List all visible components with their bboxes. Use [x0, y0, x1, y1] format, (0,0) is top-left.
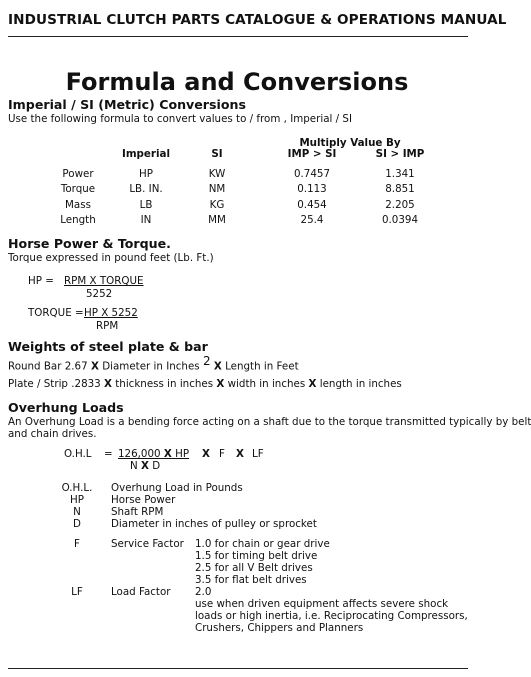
manual-header-title: INDUSTRIAL CLUTCH PARTS CATALOGUE & OPERATIONS MANUAL	[8, 12, 507, 28]
multiply-sign: X	[163, 448, 172, 460]
conversions-heading: Imperial / SI (Metric) Conversions	[8, 97, 246, 112]
multiply-sign: X	[308, 378, 317, 390]
def-description: Diameter in inches of pulley or sprocket	[111, 518, 317, 530]
col-si-to-imp: SI > IMP	[375, 148, 425, 160]
ohl-f: F	[219, 448, 225, 460]
round-bar-length: Length in Feet	[225, 360, 299, 373]
ohl-numerator	[118, 448, 189, 460]
plate-width: width in inches	[227, 378, 306, 390]
row-si: NM	[208, 183, 226, 195]
def-description: Horse Power	[111, 494, 176, 506]
row-si-to-imp: 1.341	[385, 168, 415, 180]
row-imp-to-si: 0.7457	[293, 168, 331, 180]
service-factor-name: Service Factor	[111, 538, 184, 550]
hp-numerator: RPM X TORQUE	[64, 275, 144, 287]
def-symbol: N	[73, 506, 81, 518]
row-si: KW	[208, 168, 226, 180]
row-si-to-imp: 8.851	[385, 183, 415, 195]
multiply-value-header: Multiply Value By	[299, 137, 401, 149]
horsepower-intro: Torque expressed in pound feet (Lb. Ft.)	[8, 252, 214, 264]
squared-exponent: 2	[202, 354, 211, 368]
service-factor-value: 1.5 for timing belt drive	[195, 550, 318, 562]
round-bar-formula	[8, 354, 299, 372]
row-name: Torque	[60, 183, 96, 195]
overhung-description-line1: An Overhung Load is a bending force acting on a shaft due to the torque transmitted typically by belt	[8, 416, 531, 428]
def-symbol: D	[73, 518, 81, 530]
plate-constant: Plate / Strip .2833	[8, 378, 101, 390]
horsepower-heading: Horse Power & Torque.	[8, 236, 171, 251]
round-bar-constant: Round Bar 2.67	[8, 360, 88, 373]
multiply-sign: X	[236, 448, 244, 460]
multiply-sign: X	[216, 378, 225, 390]
ohl-label: O.H.L	[64, 448, 92, 460]
hp-label: HP =	[28, 275, 54, 287]
hp-denominator: 5252	[86, 288, 113, 300]
multiply-sign: X	[140, 460, 149, 472]
row-imp-to-si: 0.113	[297, 183, 327, 195]
plate-length: length in inches	[319, 378, 402, 390]
multiply-sign: X	[90, 360, 99, 373]
load-factor-value: loads or high inertia, i.e. Reciprocating Compressors,	[195, 610, 468, 622]
torque-label: TORQUE =	[28, 307, 84, 319]
load-factor-value: Crushers, Chippers and Planners	[195, 622, 364, 634]
torque-numerator: HP X 5252	[84, 307, 138, 319]
ohl-equals: =	[104, 448, 113, 460]
row-si-to-imp: 0.0394	[381, 214, 419, 226]
round-bar-diameter: Diameter in Inches	[102, 360, 200, 373]
def-symbol: O.H.L.	[61, 482, 93, 494]
ohl-numerator-value: 126,000	[118, 448, 161, 460]
row-name: Length	[60, 214, 96, 226]
service-factor-symbol: F	[74, 538, 80, 550]
col-imperial: Imperial	[121, 148, 170, 160]
service-factor-value: 1.0 for chain or gear drive	[195, 538, 330, 550]
load-factor-symbol: LF	[71, 586, 83, 598]
row-imperial: IN	[140, 214, 152, 226]
row-name: Mass	[65, 199, 91, 211]
col-si: SI	[211, 148, 223, 160]
multiply-sign: X	[213, 360, 222, 373]
torque-denominator: RPM	[96, 320, 119, 332]
row-si: KG	[209, 199, 225, 211]
service-factor-value: 2.5 for all V Belt drives	[195, 562, 313, 574]
ohl-denominator	[130, 460, 160, 472]
row-imperial: LB. IN.	[129, 183, 163, 195]
row-imperial: HP	[139, 168, 153, 180]
row-imperial: LB	[139, 199, 153, 211]
overhung-heading: Overhung Loads	[8, 400, 124, 415]
service-factor-value: 3.5 for flat belt drives	[195, 574, 307, 586]
row-name: Power	[62, 168, 94, 180]
load-factor-value: use when driven equipment affects severe shock	[195, 598, 449, 610]
page-title: Formula and Conversions	[65, 68, 409, 96]
overhung-description-line2: and chain drives.	[8, 428, 97, 440]
def-symbol: HP	[70, 494, 84, 506]
ohl-numerator-hp: HP	[175, 448, 190, 460]
plate-formula	[8, 378, 402, 390]
row-si: MM	[208, 214, 226, 226]
conversions-intro: Use the following formula to convert values to / from , Imperial / SI	[8, 113, 352, 125]
def-description: Shaft RPM	[111, 506, 164, 518]
load-factor-value: 2.0	[195, 586, 212, 598]
weights-heading: Weights of steel plate & bar	[8, 339, 208, 354]
header-divider	[8, 36, 468, 37]
ohl-denominator-n: N	[130, 460, 138, 472]
multiply-sign: X	[202, 448, 210, 460]
row-imp-to-si: 25.4	[300, 214, 324, 226]
def-description: Overhung Load in Pounds	[111, 482, 243, 494]
row-imp-to-si: 0.454	[297, 199, 327, 211]
plate-thickness: thickness in inches	[115, 378, 214, 390]
ohl-denominator-d: D	[152, 460, 161, 472]
row-si-to-imp: 2.205	[385, 199, 415, 211]
footer-divider	[8, 668, 468, 669]
col-imp-to-si: IMP > SI	[287, 148, 337, 160]
load-factor-name: Load Factor	[111, 586, 171, 598]
ohl-lf: LF	[252, 448, 264, 460]
multiply-sign: X	[104, 378, 112, 390]
